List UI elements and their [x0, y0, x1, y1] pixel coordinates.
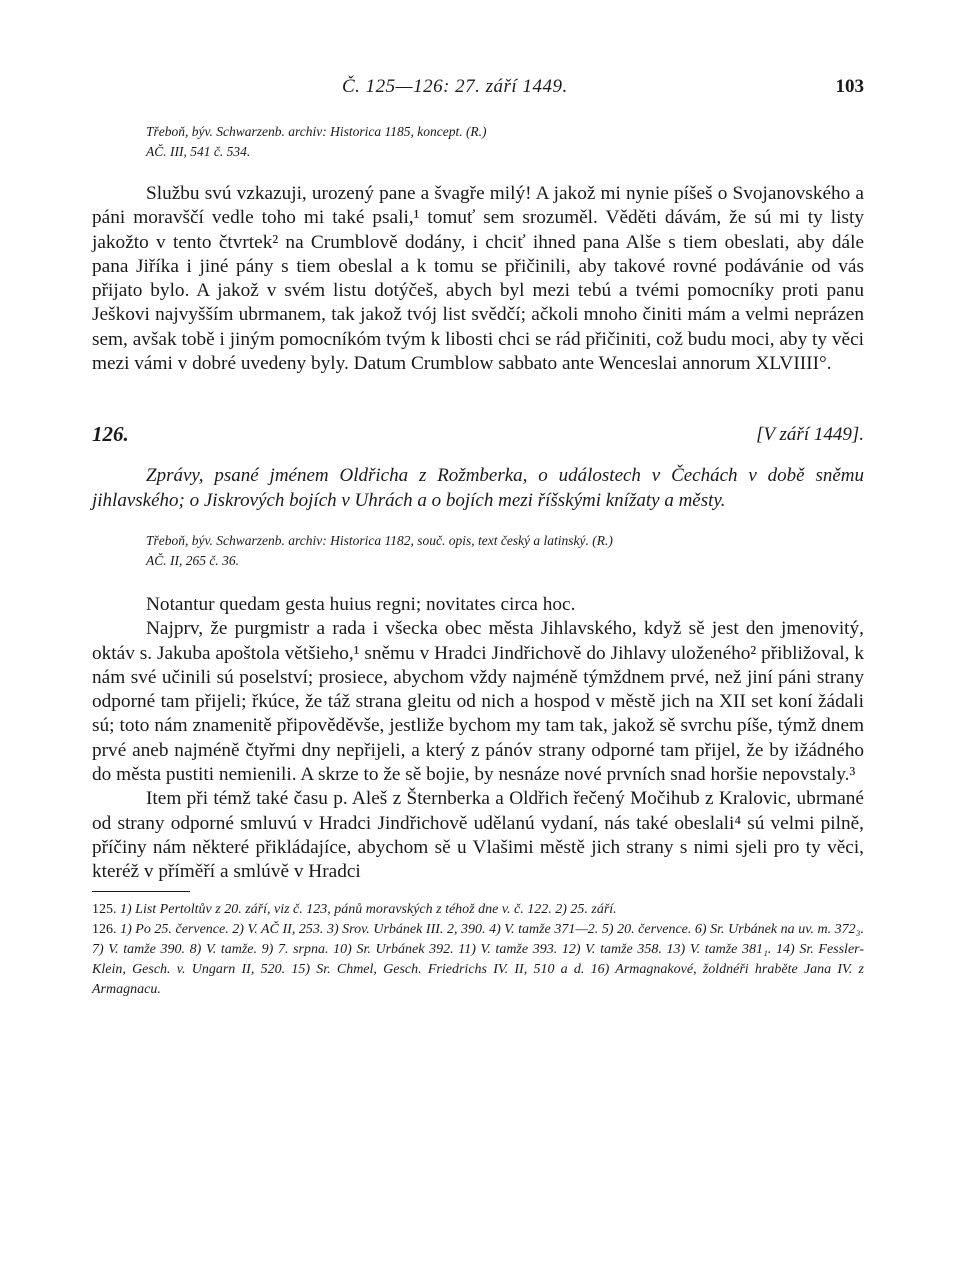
document-number: 126. [92, 422, 129, 447]
footnote-label: 125. [92, 901, 117, 917]
letter-125-text [92, 182, 864, 376]
footnote-block-126 [92, 920, 864, 1000]
report-126-text [92, 593, 864, 885]
paragraph: Item při témž také času p. Aleš z Šternberka a Oldřich řečený Močihub z Kralovic, ubrmané od strany odporné smluvú v Hradci Jindřichově udělanú vydaní, nás také obeslali⁴ sú velmi pilně, příčiny nám některé přikládajíce, abychom sě u Vlašimi městě jich strany s nimi sjeli pro ty věci, kteréž v příměří a smlúvě v Hradci [92, 788, 864, 883]
source-line: Třeboň, býv. Schwarzenb. archiv: Historica 1182, souč. opis, text český a latinský. (R.) [146, 532, 613, 548]
source-note-126 [92, 531, 864, 571]
source-line: Třeboň, býv. Schwarzenb. archiv: Historica 1185, koncept. (R.) [146, 124, 487, 139]
footnote-divider [92, 891, 190, 892]
document-page [92, 68, 864, 1000]
footnote-label: 126. [92, 921, 117, 937]
footnotes [92, 900, 864, 1000]
regest-text: Zprávy, psané jménem Oldřicha z Rožmberka, o událostech v Čechách v době sněmu jihlavského; o Jiskrových bojích v Uhrách a o bojích mezi říšskými knížaty a městy. [92, 465, 864, 511]
footnote-block-125 [92, 900, 864, 920]
page-header [92, 68, 864, 108]
paragraph: Najprv, že purgmistr a rada i všecka obec města Jihlavského, když sě jest den jmenovitý, oktáv s. Jakuba apoštola většieho,¹ sněmu v Hradci Jindřichově do Jihlavy uloženého² přibližoval, k nám své učinili sú poselství; prosiece, abychom vždy najméně týmždnem prvé, než jiní páni strany odporné tam přijeli; řkúce, že táž strana gleitu od nich a hospod v městě jich na XII set koní žádali sú; toto nám znamenitě připověděvše, jestliže bychom my tam tak, jakož sě svrchu píše, týmž dnem prvé aneb najméně čtyřmi dny nepřijeli, a který z pánóv strany odporné tam přijel, že by ižádného do města pustiti nemienili. A skrze to že sě bojie, by nesnáze nové prvních snad horšie nepovstaly.³ [92, 618, 864, 786]
document-date: [V září 1449]. [756, 424, 864, 446]
document-126-heading [92, 422, 864, 454]
running-title: Č. 125—126: 27. září 1449. [342, 76, 568, 97]
regest-126 [92, 464, 864, 513]
paragraph: Službu svú vzkazuji, urozený pane a švagře milý! A jakož mi nynie píšeš o Svojanovského a páni moravščí vedle toho mi také psali,¹ tomuť sem srozuměl. Věděti dávám, že sú mi ty listy jakožto v tento čtvrtek² na Crumblově dodány, i chciť ihned pana Alše s tiem obeslati, aby dále pana Jiříka i jiné pány s tiem obeslal a k tomu se přičinili, aby takové rovné podávánie od vás přijato bylo. A jakož v svém listu dotýčeš, abych byl mezi tebú a tvémi pomocníky proti panu Ješkovi najvyšším ubrmanem, tak jakož tvój list svědčí; ačkoli mnoho činiti mám a velmi neprázen sem, avšak tobě i jiným pomocníkóm tvým k libosti chci se rád přičiniti, což budu moci, aby ty věci mezi vámi v dobré uvedeny byly. Datum Crumblow sabbato ante Wenceslai annorum XLVIIII°. [92, 183, 864, 375]
footnote-text: 1) Po 25. července. 2) V. AČ II, 253. 3) Srov. Urbánek III. 2, 390. 4) V. tamže 371—2. 5) 20. července. 6) Sr. Urbánek na uv. m. 372₃. 7) V. tamže 390. 8) V. tamže. 9) 7. srpna. 10) Sr. Urbánek 392. 11) V. tamže 393. 12) V. tamže 358. 13) V. tamže 381₁. 14) Sr. Fessler-Klein, Gesch. v. Ungarn II, 520. 15) Sr. Chmel, Gesch. Friedrichs IV. II, 510 a d. 16) Armagnakové, žoldnéři hraběte Jana IV. z Armagnacu. [92, 921, 865, 997]
footnote-text: 1) List Pertoltův z 20. září, viz č. 123, pánů moravských z téhož dne v. č. 122. 2) 25. září. [120, 901, 617, 917]
source-note-125 [92, 122, 864, 162]
page-number: 103 [835, 76, 864, 97]
source-line: AČ. III, 541 č. 534. [146, 144, 251, 159]
paragraph: Notantur quedam gesta huius regni; novitates circa hoc. [146, 593, 576, 615]
source-line: AČ. II, 265 č. 36. [146, 552, 239, 568]
